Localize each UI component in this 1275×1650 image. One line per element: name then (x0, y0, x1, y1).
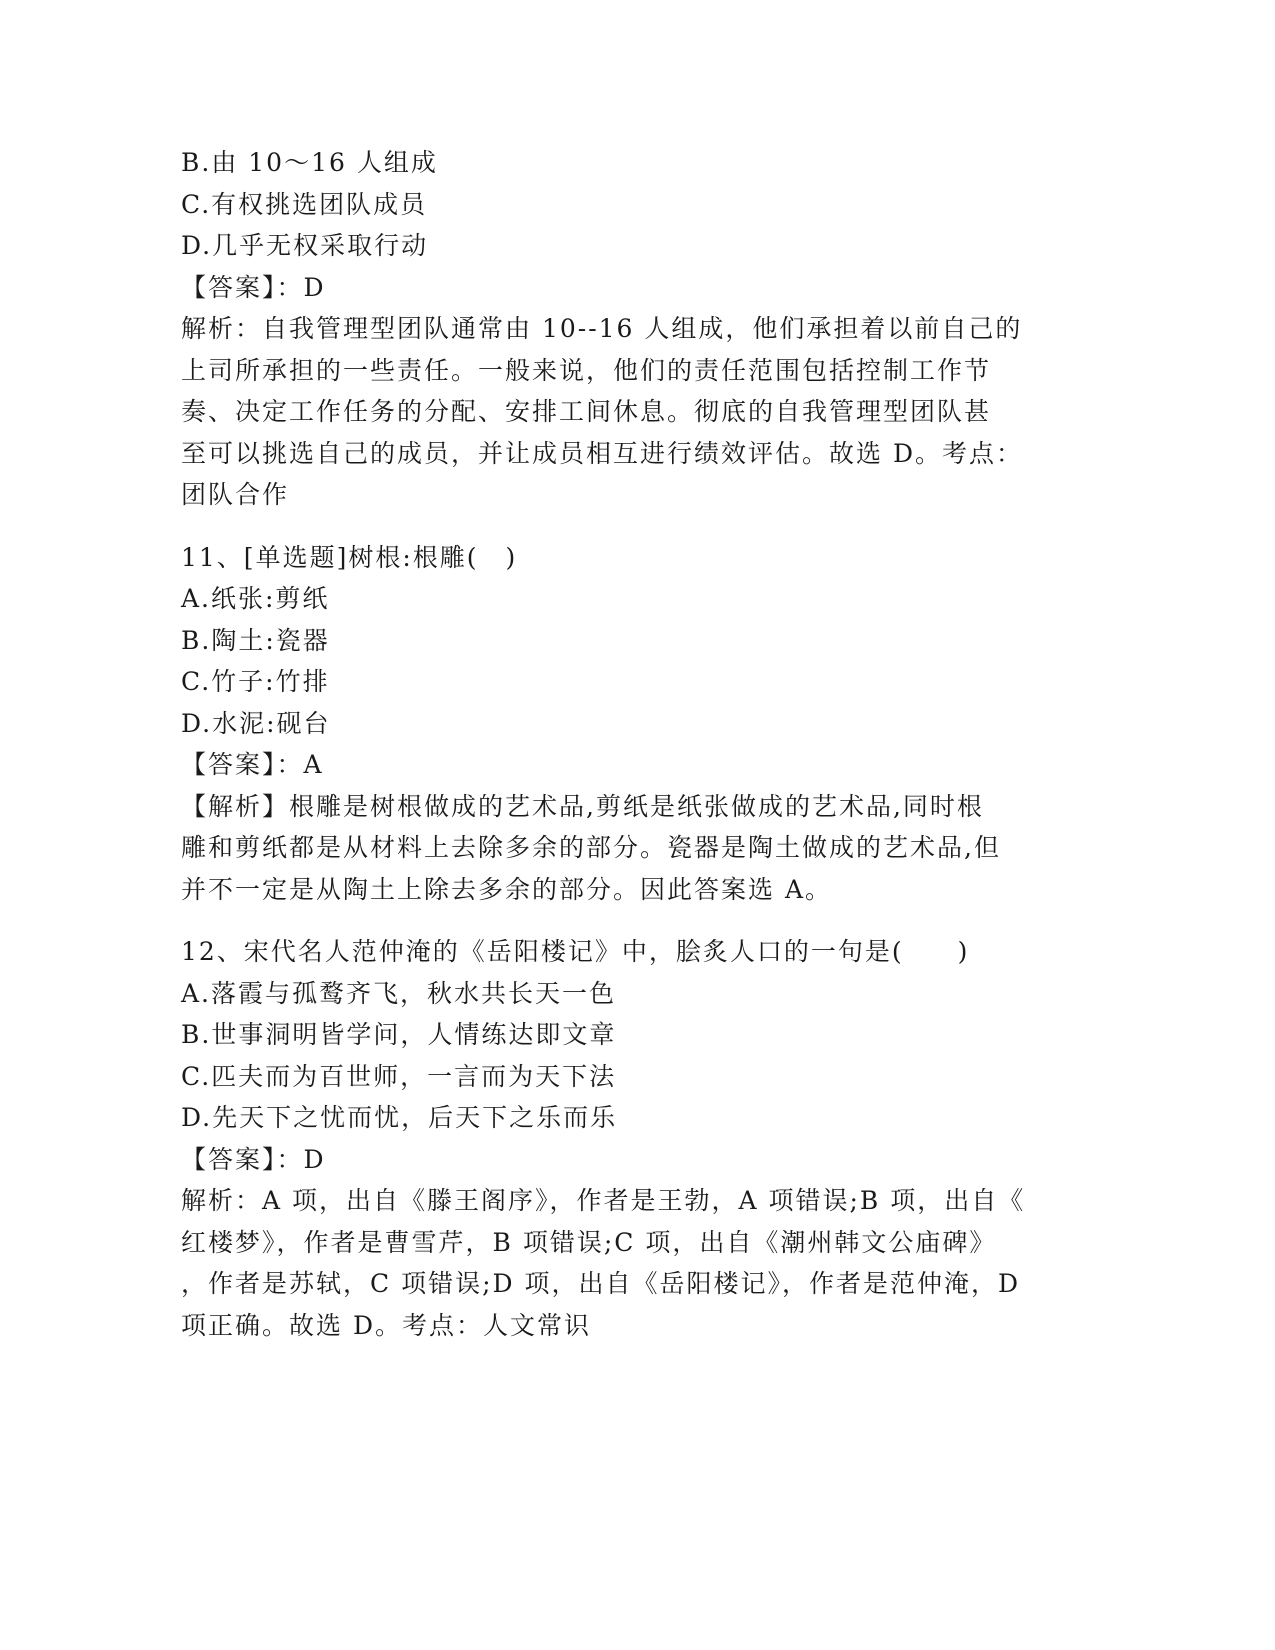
option-b: B.世事洞明皆学问，人情练达即文章 (181, 1020, 617, 1049)
explanation-line: 解析：A 项，出自《滕王阁序》，作者是王勃，A 项错误;B 项，出自《 (181, 1186, 1026, 1215)
option-d: D.先天下之忧而忧，后天下之乐而乐 (181, 1103, 618, 1132)
question-10-block (181, 142, 1081, 516)
explanation-line: 并不一定是从陶土上除去多余的部分。因此答案选 A。 (181, 874, 833, 904)
option-c: C.匹夫而为百世师，一言而为天下法 (181, 1061, 617, 1091)
explanation-line: 解析：自我管理型团队通常由 10--16 人组成，他们承担着以前自己的 (181, 314, 1023, 343)
question-12-block (181, 931, 1081, 1346)
option-b: B.由 10～16 人组成 (181, 148, 438, 177)
explanation-line: 项正确。故选 D。考点：人文常识 (181, 1310, 591, 1340)
answer: 【答案】：D (181, 272, 326, 302)
option-c: C.有权挑选团队成员 (181, 189, 428, 219)
option-d: D.几乎无权采取行动 (181, 231, 429, 260)
explanation-line: 雕和剪纸都是从材料上去除多余的部分。瓷器是陶土做成的艺术品,但 (181, 833, 1001, 862)
question-11-block (181, 537, 1081, 911)
option-b: B.陶土:瓷器 (181, 625, 330, 655)
document-page (181, 142, 1081, 1346)
explanation-line: 上司所承担的一些责任。一般来说，他们的责任范围包括控制工作节 (181, 355, 992, 385)
block-spacer (181, 910, 1081, 931)
answer: 【答案】：D (181, 1144, 326, 1174)
explanation-line: 红楼梦》，作者是曹雪芹，B 项错误;C 项，出自《潮州韩文公庙碑》 (181, 1227, 997, 1257)
explanation-line: ，作者是苏轼，C 项错误;D 项，出自《岳阳楼记》，作者是范仲淹，D (181, 1269, 1021, 1298)
question-stem: 11、[单选题]树根:根雕( ) (181, 542, 518, 572)
block-spacer (181, 516, 1081, 537)
option-d: D.水泥:砚台 (181, 708, 331, 738)
option-a: A.落霞与孤鹜齐飞，秋水共长天一色 (181, 978, 617, 1008)
explanation-line: 【解析】根雕是树根做成的艺术品,剪纸是纸张做成的艺术品,同时根 (181, 791, 984, 821)
question-stem: 12、宋代名人范仲淹的《岳阳楼记》中，脍炙人口的一句是( ) (181, 937, 970, 966)
option-a: A.纸张:剪纸 (181, 584, 330, 613)
option-c: C.竹子:竹排 (181, 667, 330, 696)
answer: 【答案】：A (181, 750, 324, 779)
explanation-line: 至可以挑选自己的成员，并让成员相互进行绩效评估。故选 D。考点： (181, 438, 1023, 468)
explanation-line: 团队合作 (181, 480, 290, 509)
explanation-line: 奏、决定工作任务的分配、安排工间休息。彻底的自我管理型团队甚 (181, 397, 992, 426)
